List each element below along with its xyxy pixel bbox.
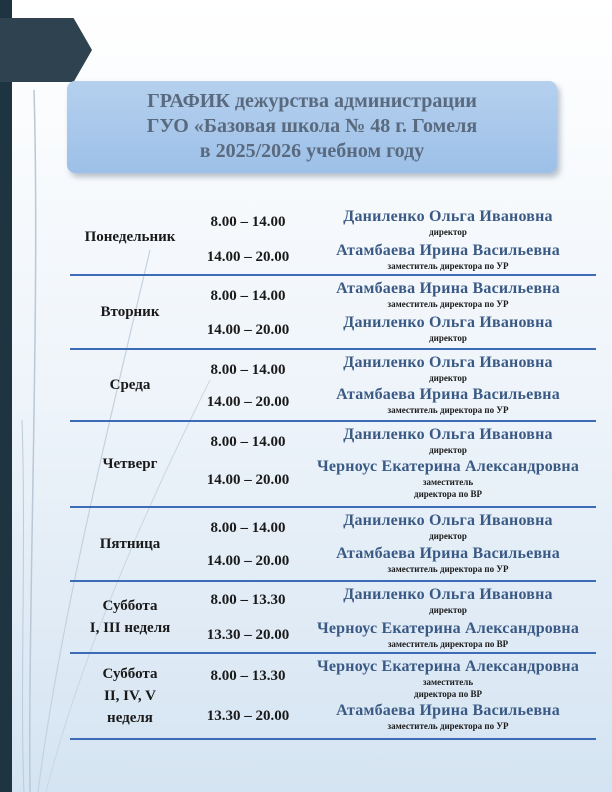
time-slot: 14.00 – 20.00: [206, 553, 290, 569]
day-name: Вторник: [100, 304, 160, 320]
person-role: заместитель директора по УР: [387, 721, 509, 731]
time-slot: 8.00 – 14.00: [210, 520, 286, 536]
duty-person: [302, 280, 594, 310]
duty-person: [302, 586, 594, 616]
person-name: Даниленко Ольга Ивановна: [343, 586, 553, 603]
day-row-friday: [70, 508, 596, 582]
person-name: Атамбаева Ирина Васильевна: [336, 545, 560, 562]
day-row-saturday-2-4-5: [70, 654, 596, 740]
time-slot: 14.00 – 20.00: [206, 322, 290, 338]
day-name: Понедельник: [84, 229, 176, 245]
person-name: Даниленко Ольга Ивановна: [343, 426, 553, 443]
person-role: заместитель директора по УР: [387, 261, 509, 271]
person-role: директора по ВР: [414, 689, 482, 699]
time-slot: 13.30 – 20.00: [206, 627, 290, 643]
day-name-line: неделя: [107, 710, 153, 726]
person-name: Атамбаева Ирина Васильевна: [336, 242, 560, 259]
person-name: Даниленко Ольга Ивановна: [343, 314, 553, 331]
duty-person: [302, 545, 594, 575]
person-name: Даниленко Ольга Ивановна: [343, 354, 553, 371]
person-name: Даниленко Ольга Ивановна: [343, 512, 553, 529]
person-name: Атамбаева Ирина Васильевна: [336, 702, 560, 719]
duty-person: [302, 354, 594, 384]
duty-person: [302, 658, 594, 700]
day-name: Среда: [109, 377, 151, 393]
duty-person: [302, 620, 594, 650]
day-row-wednesday: [70, 350, 596, 422]
time-slot: 8.00 – 14.00: [210, 434, 286, 450]
time-slot: 8.00 – 13.30: [210, 668, 286, 684]
duty-person: [302, 426, 594, 456]
day-name-line: Суббота: [102, 666, 158, 682]
person-role: заместитель: [422, 677, 474, 687]
day-row-monday: [70, 200, 596, 276]
person-role: заместитель директора по УР: [387, 299, 509, 309]
day-name: [70, 582, 190, 652]
time-slot: 14.00 – 20.00: [206, 394, 290, 410]
title-line-3: в 2025/2026 учебном году: [199, 140, 425, 162]
title-line-2: ГУО «Базовая школа № 48 г. Гомеля: [146, 115, 478, 137]
person-role: директор: [429, 333, 467, 343]
title-line-1: ГРАФИК дежурства администрации: [147, 90, 477, 112]
person-role: заместитель директора по ВР: [387, 639, 509, 649]
day-name: Пятница: [99, 536, 161, 552]
person-role: директор: [429, 445, 467, 455]
duty-person: [302, 702, 594, 732]
person-role: директор: [429, 373, 467, 383]
time-slot: 8.00 – 14.00: [210, 362, 286, 378]
duty-person: [302, 458, 594, 500]
title-banner: [67, 81, 557, 173]
day-name-line: I, III неделя: [89, 620, 171, 636]
person-role: заместитель: [422, 477, 474, 487]
duty-person: [302, 242, 594, 272]
time-slot: 14.00 – 20.00: [206, 472, 290, 488]
duty-person: [302, 512, 594, 542]
day-name-line: Суббота: [102, 598, 158, 614]
time-slot: 8.00 – 14.00: [210, 214, 286, 230]
day-name: [70, 654, 190, 738]
duty-person: [302, 386, 594, 416]
person-name: Черноус Екатерина Александровна: [316, 458, 580, 475]
person-name: Черноус Екатерина Александровна: [316, 658, 580, 675]
time-slot: 8.00 – 14.00: [210, 288, 286, 304]
day-row-saturday-1-3: [70, 582, 596, 654]
person-role: директора по ВР: [414, 489, 482, 499]
day-row-tuesday: [70, 276, 596, 350]
person-role: директор: [429, 227, 467, 237]
person-role: директор: [429, 605, 467, 615]
person-name: Черноус Екатерина Александровна: [316, 620, 580, 637]
person-role: заместитель директора по УР: [387, 564, 509, 574]
person-name: Атамбаева Ирина Васильевна: [336, 386, 560, 403]
person-role: заместитель директора по УР: [387, 405, 509, 415]
day-row-thursday: [70, 422, 596, 508]
day-name: Четверг: [102, 456, 158, 472]
duty-schedule: [70, 200, 596, 740]
duty-person: [302, 208, 594, 238]
person-role: директор: [429, 531, 467, 541]
time-slot: 13.30 – 20.00: [206, 708, 290, 724]
day-name-line: II, IV, V: [104, 688, 156, 704]
time-slot: 14.00 – 20.00: [206, 249, 290, 265]
person-name: Даниленко Ольга Ивановна: [343, 208, 553, 225]
duty-person: [302, 314, 594, 344]
time-slot: 8.00 – 13.30: [210, 592, 286, 608]
person-name: Атамбаева Ирина Васильевна: [336, 280, 560, 297]
